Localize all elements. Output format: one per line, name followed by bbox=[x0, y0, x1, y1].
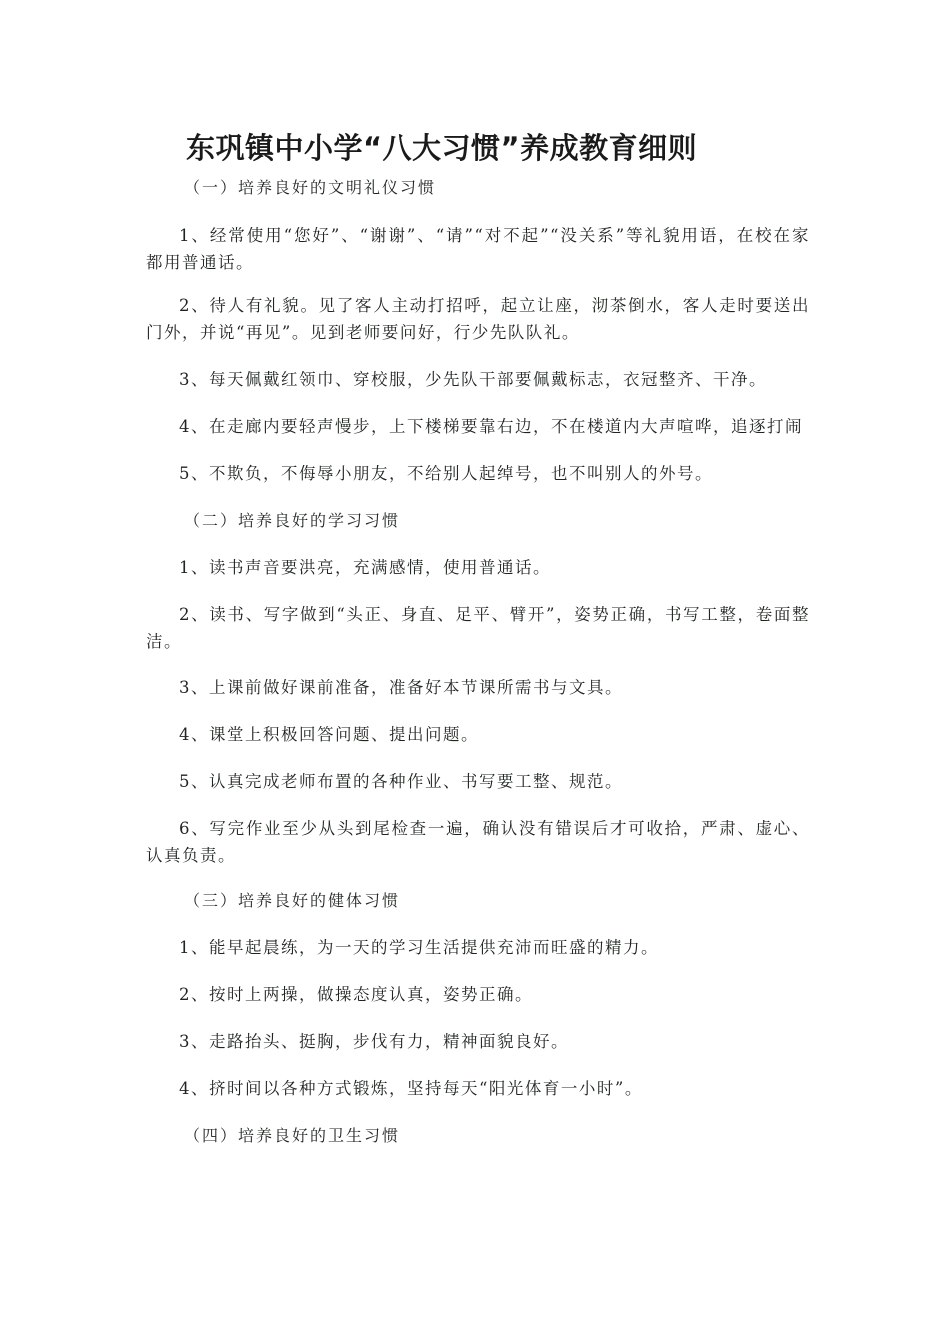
section-heading-1: （一）培养良好的文明礼仪习惯 bbox=[184, 178, 437, 197]
paragraph-2-6: 6、写完作业至少从头到尾检查一遍，确认没有错误后才可收拾，严肃、虚心、认真负责。 bbox=[146, 819, 810, 865]
paragraph-3-1: 1、能早起晨练，为一天的学习生活提供充沛而旺盛的精力。 bbox=[179, 938, 659, 957]
paragraph-2-4: 4、课堂上积极回答问题、提出问题。 bbox=[179, 725, 479, 744]
section-heading-3: （三）培养良好的健体习惯 bbox=[184, 891, 401, 910]
section-heading-4: （四）培养良好的卫生习惯 bbox=[184, 1126, 401, 1145]
paragraph-3-2: 2、按时上两操，做操态度认真，姿势正确。 bbox=[179, 985, 533, 1004]
paragraph-1-2: 2、待人有礼貌。见了客人主动打招呼，起立让座，沏茶倒水，客人走时要送出门外，并说“再见”。见到老师要问好，行少先队队礼。 bbox=[146, 296, 810, 342]
section-heading-2: （二）培养良好的学习习惯 bbox=[184, 511, 401, 530]
document-title: 东巩镇中小学“八大习惯”养成教育细则 bbox=[186, 131, 698, 165]
paragraph-1-3: 3、每天佩戴红领巾、穿校服，少先队干部要佩戴标志，衣冠整齐、干净。 bbox=[179, 370, 767, 389]
paragraph-1-1: 1、经常使用“您好”、“谢谢”、“请”“对不起”“没关系”等礼貌用语，在校在家都用普通话。 bbox=[146, 226, 810, 272]
paragraph-1-5: 5、不欺负，不侮辱小朋友，不给别人起绰号，也不叫别人的外号。 bbox=[179, 464, 713, 483]
paragraph-3-4: 4、挤时间以各种方式锻炼，坚持每天“阳光体育一小时”。 bbox=[179, 1079, 643, 1098]
paragraph-3-3: 3、走路抬头、挺胸，步伐有力，精神面貌良好。 bbox=[179, 1032, 569, 1051]
paragraph-2-2: 2、读书、写字做到“头正、身直、足平、臂开”，姿势正确，书写工整，卷面整洁。 bbox=[146, 605, 810, 651]
paragraph-2-3: 3、上课前做好课前准备，准备好本节课所需书与文具。 bbox=[179, 678, 623, 697]
paragraph-2-1: 1、读书声音要洪亮，充满感情，使用普通话。 bbox=[179, 558, 551, 577]
paragraph-2-5: 5、认真完成老师布置的各种作业、书写要工整、规范。 bbox=[179, 772, 623, 791]
paragraph-1-4: 4、在走廊内要轻声慢步，上下楼梯要靠右边，不在楼道内大声喧哗，追逐打闹 bbox=[179, 417, 803, 436]
